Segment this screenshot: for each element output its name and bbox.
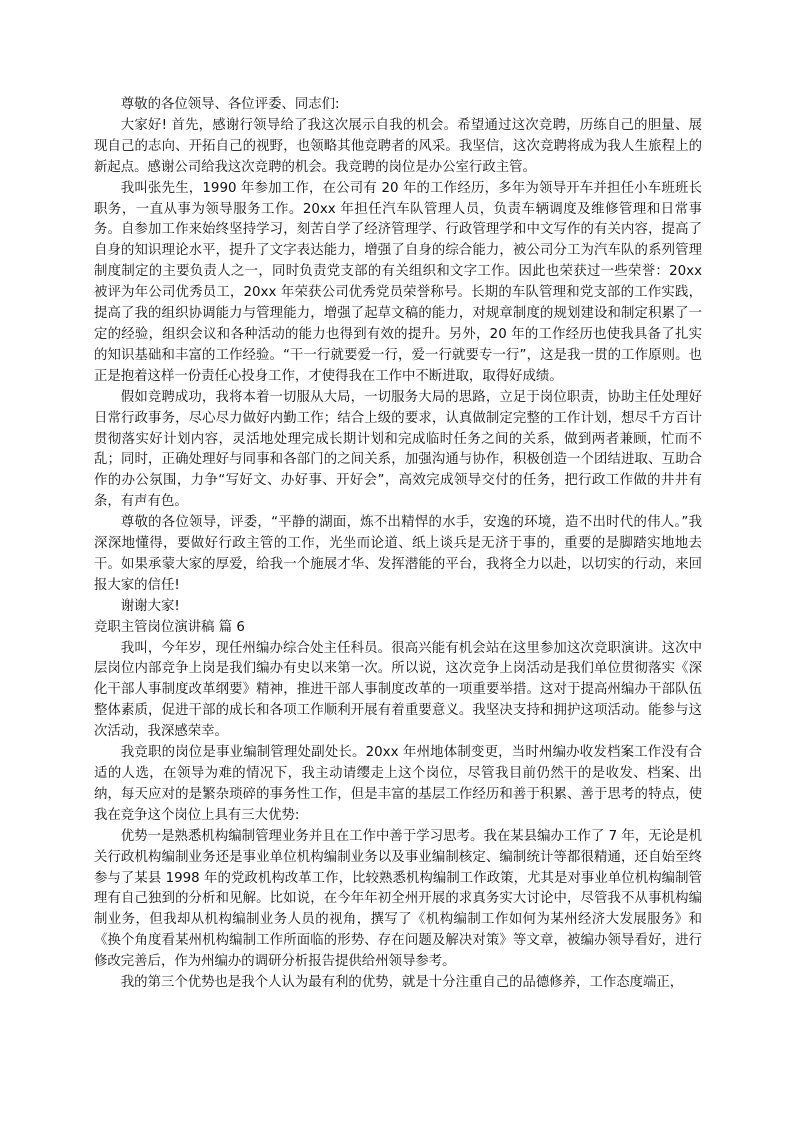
position-paragraph: 我竞职的岗位是事业编制管理处副处长。20xx 年州地体制变更，当时州编办收发档案工作没有合适的人选，在领导为难的情况下，我主动请缨走上这个岗位，尽管我目前仍然干的是收发、档案、出纳，每天应对的是繁杂琐碎的事务性工作，但是丰富的基层工作经历和善于积累、善于思考的特点，使我在竞争这个岗位上具有三大优势: (94, 745, 702, 823)
opening-paragraph: 大家好! 首先，感谢行领导给了我这次展示自我的机会。希望通过这次竞聘，历练自己的胆量、展现自己的志向、开拓自己的视野，也领略其他竞聘者的风采。我坚信，这次竞聘将成为我人生旅程上的新起点。感谢公司给我这次竞聘的机会。我竞聘的岗位是办公室行政主管。 (94, 117, 702, 175)
salutation: 尊敬的各位领导、各位评委、同志们: (120, 97, 340, 112)
advantage-one-paragraph: 优势一是熟悉机构编制管理业务并且在工作中善于学习思考。我在某县编办工作了 7 年，无论是机关行政机构编制业务还是事业单位机构编制业务以及事业编制核定、编制统计等都很精通，还自始至终参与了某县 1998 年的党政机构改革工作，比较熟悉机构编制工作政策，尤其是对事业单位机构编制管理有自己独到的分析和见解。比如说，在今年年初全州开展的求真务实大讨论中，尽管我不从事机构编制业务，但我却从机构编制业务人员的视角，撰写了《机构编制工作如何为某州经济大发展服务》和《换个角度看某州机构编制工作所面临的形势、存在问题及解决对策》等文章，被编办领导看好，进行修改完善后，作为州编办的调研分析报告提供给州领导参考。 (94, 828, 702, 970)
work-plan-paragraph: 假如竞聘成功，我将本着一切服从大局，一切服务大局的思路，立足于岗位职责，协助主任处理好日常行政事务，尽心尽力做好内勤工作；结合上级的要求，认真做制定完整的工作计划，想尽千方百计贯彻落实好计划内容，灵活地处理完成长期计划和完成临时任务之间的关系，做到两者兼顾，忙而不乱；同时，正确处理好与同事和各部门的之间关系，加强沟通与协作，积极创造一个团结进取、互助合作的办公氛围，力争“写好文、办好事、开好会”，高效完成领导交付的任务，把行政工作做的井井有条，有声有色。 (94, 389, 702, 510)
speech-intro-paragraph: 我叫，今年岁，现任州编办综合处主任科员。很高兴能有机会站在这里参加这次竞职演讲。这次中层岗位内部竞争上岗是我们编办有史以来第一次。所以说，这次竞争上岗活动是我们单位贯彻落实《深化干部人事制度改革纲要》精神，推进干部人事制度改革的一项重要举措。这对于提高州编办干部队伍整体素质，促进干部的成长和各项工作顺利开展有着重要意义。我坚决支持和拥护这项活动。能参与这次活动，我深感荣幸。 (94, 640, 702, 740)
advantage-three-paragraph: 我的第三个优势也是我个人认为最有利的优势，就是十分注重自己的品德修养，工作态度端正， (120, 975, 684, 991)
thanks-line: 谢谢大家! (120, 598, 180, 614)
document-body (94, 95, 702, 994)
self-introduction-paragraph: 我叫张先生，1990 年参加工作，在公司有 20 年的工作经历，多年为领导开车并担任小车班班长职务，一直从事为领导服务工作。20xx 年担任汽车队管理人员，负责车辆调度及维修管理和日常事务。自参加工作来始终坚持学习，刻苦自学了经济管理学、行政管理学和中文写作的有关内容，提高了自身的知识理论水平，提升了文字表达能力，增强了自身的综合能力，被公司分工为汽车队的系列管理制度制定的主要负责人之一，同时负责党支部的有关组织和文字工作。因此也荣获过一些荣誉：20xx 被评为年公司优秀员工，20xx 年荣获公司优秀党员荣誉称号。长期的车队管理和党支部的工作实践，提高了我的组织协调能力与管理能力，增强了起草文稿的能力，对规章制度的规划建设和制定积累了一定的经验，组织会议和各种活动的能力也得到有效的提升。另外，20 年的工作经历也使我具备了扎实的知识基础和丰富的工作经验。“干一行就要爱一行，爱一行就要专一行”，这是我一贯的工作原则。也正是抱着这样一份责任心投身工作，才使得我在工作中不断进取，取得好成绩。 (94, 180, 702, 384)
closing-paragraph: 尊敬的各位领导，评委，“平静的湖面，炼不出精悍的水手，安逸的环境，造不出时代的伟人。”我深深地懂得，要做好行政主管的工作，光坐而论道、纸上谈兵是无济于事的，重要的是脚踏实地地去干。如果承蒙大家的厚爱，给我一个施展才华、发挥潜能的平台，我将全力以赴，以切实的行动，来回报大家的信任! (94, 515, 702, 593)
section-heading: 竞职主管岗位演讲稿 篇 6 (94, 619, 245, 635)
